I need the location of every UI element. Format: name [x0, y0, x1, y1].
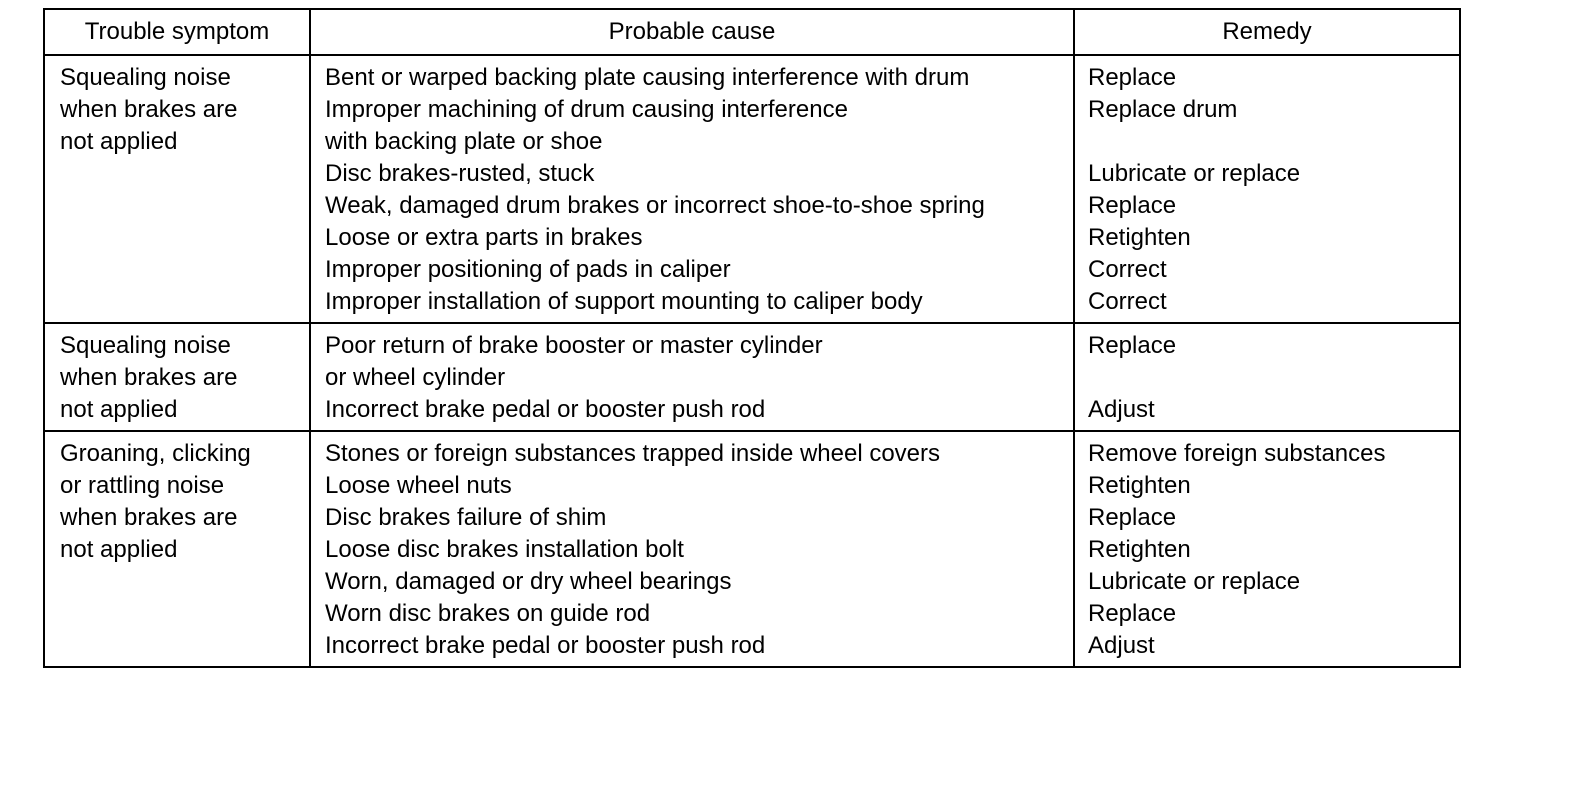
remedy-line: Adjust	[1088, 632, 1155, 659]
cause-line: Improper positioning of pads in caliper	[325, 256, 731, 283]
cause-line: Weak, damaged drum brakes or incorrect shoe-to-shoe spring	[325, 192, 985, 219]
table-row	[45, 322, 1459, 430]
cause-line: Loose wheel nuts	[325, 472, 512, 499]
symptom-cell	[45, 324, 311, 430]
symptom-line: not applied	[60, 396, 178, 423]
cause-line: with backing plate or shoe	[325, 128, 603, 155]
symptom-line: Groaning, clicking	[60, 440, 251, 467]
cause-cell	[311, 432, 1075, 666]
table-row	[45, 54, 1459, 322]
remedy-line	[1088, 362, 1459, 394]
cause-line: Improper machining of drum causing interference	[325, 96, 848, 123]
symptom-cell	[45, 56, 311, 322]
cause-line: Incorrect brake pedal or booster push rod	[325, 632, 766, 659]
cause-line: Poor return of brake booster or master cylinder	[325, 332, 823, 359]
remedy-line: Retighten	[1088, 224, 1191, 251]
cause-cell	[311, 324, 1075, 430]
symptom-line: Squealing noise	[60, 332, 231, 359]
cause-line: Disc brakes-rusted, stuck	[325, 160, 595, 187]
cause-line: or wheel cylinder	[325, 364, 506, 391]
remedy-line: Correct	[1088, 288, 1167, 315]
remedy-line: Adjust	[1088, 396, 1155, 423]
cause-line: Loose or extra parts in brakes	[325, 224, 643, 251]
remedy-line: Remove foreign substances	[1088, 440, 1386, 467]
cause-line: Incorrect brake pedal or booster push rod	[325, 396, 766, 423]
header-remedy: Remedy	[1222, 18, 1312, 45]
remedy-line: Lubricate or replace	[1088, 568, 1301, 595]
remedy-line: Correct	[1088, 256, 1167, 283]
symptom-cell	[45, 432, 311, 666]
cause-line: Worn, damaged or dry wheel bearings	[325, 568, 732, 595]
remedy-line: Replace	[1088, 192, 1177, 219]
troubleshooting-table	[43, 8, 1461, 668]
symptom-line: not applied	[60, 128, 178, 155]
remedy-line	[1088, 126, 1459, 158]
remedy-line: Replace drum	[1088, 96, 1238, 123]
remedy-line: Retighten	[1088, 472, 1191, 499]
remedy-line: Replace	[1088, 504, 1177, 531]
table-header-row	[45, 10, 1459, 54]
remedy-line: Replace	[1088, 332, 1177, 359]
symptom-line: or rattling noise	[60, 472, 225, 499]
table-row	[45, 430, 1459, 666]
remedy-cell	[1075, 56, 1459, 322]
symptom-line: Squealing noise	[60, 64, 231, 91]
header-cause: Probable cause	[311, 10, 1075, 54]
symptom-line: when brakes are	[60, 364, 238, 391]
cause-cell	[311, 56, 1075, 322]
cause-line: Stones or foreign substances trapped inside wheel covers	[325, 440, 941, 467]
cause-line: Bent or warped backing plate causing interference with drum	[325, 64, 970, 91]
remedy-line: Replace	[1088, 64, 1177, 91]
cause-line: Loose disc brakes installation bolt	[325, 536, 684, 563]
cause-line: Improper installation of support mounting to caliper body	[325, 288, 923, 315]
header-symptom: Trouble symptom	[45, 10, 311, 54]
cause-line: Worn disc brakes on guide rod	[325, 600, 651, 627]
remedy-cell	[1075, 432, 1459, 666]
cause-line: Disc brakes failure of shim	[325, 504, 607, 531]
symptom-line: not applied	[60, 536, 178, 563]
remedy-cell	[1075, 324, 1459, 430]
remedy-line: Retighten	[1088, 536, 1191, 563]
symptom-line: when brakes are	[60, 504, 238, 531]
remedy-line: Lubricate or replace	[1088, 160, 1301, 187]
remedy-line: Replace	[1088, 600, 1177, 627]
symptom-line: when brakes are	[60, 96, 238, 123]
